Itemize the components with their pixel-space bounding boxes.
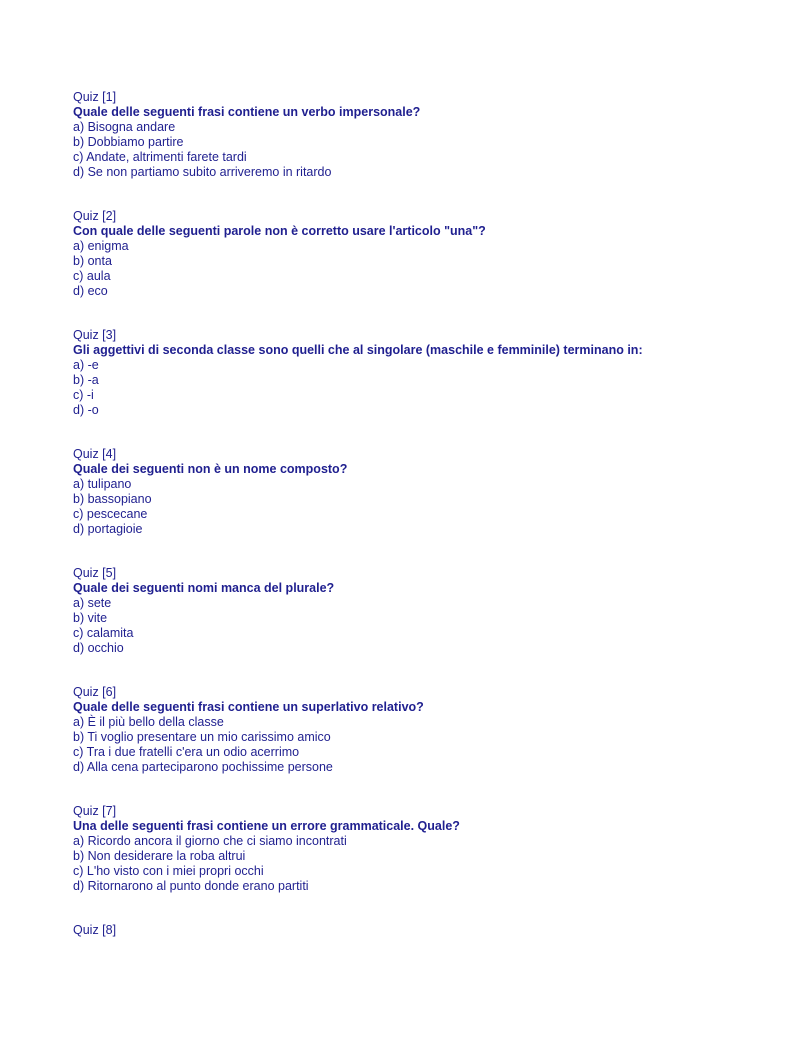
quiz-label: Quiz [1] [73,90,117,104]
quiz-option-c: c) aula [73,269,111,283]
quiz-option-c: c) pescecane [73,507,148,521]
quiz-option-d: d) Ritornarono al punto donde erano partiti [73,879,309,893]
quiz-option-a: a) È il più bello della classe [73,715,224,729]
quiz-block-8 [73,923,773,1042]
quiz-question: Quale dei seguenti non è un nome composto? [73,462,348,476]
quiz-question: Gli aggettivi di seconda classe sono quelli che al singolare (maschile e femminile) terminano in: [73,343,643,357]
quiz-document [73,90,773,1042]
quiz-option-d: d) Alla cena parteciparono pochissime persone [73,760,333,774]
quiz-block-1 [73,90,773,209]
quiz-option-a: a) Bisogna andare [73,120,176,134]
quiz-label: Quiz [7] [73,804,117,818]
quiz-label: Quiz [8] [73,923,117,937]
quiz-option-b: b) -a [73,373,99,387]
quiz-option-c: c) Tra i due fratelli c'era un odio acerrimo [73,745,300,759]
quiz-option-a: a) tulipano [73,477,132,491]
quiz-option-a: a) enigma [73,239,129,253]
quiz-option-c: c) calamita [73,626,134,640]
quiz-block-4 [73,447,773,566]
quiz-option-c: c) L'ho visto con i miei propri occhi [73,864,264,878]
quiz-block-7 [73,804,773,923]
quiz-label: Quiz [4] [73,447,117,461]
quiz-option-a: a) sete [73,596,112,610]
quiz-option-a: a) -e [73,358,99,372]
quiz-option-c: c) Andate, altrimenti farete tardi [73,150,247,164]
quiz-label: Quiz [2] [73,209,117,223]
quiz-label: Quiz [6] [73,685,117,699]
quiz-option-b: b) Ti voglio presentare un mio carissimo amico [73,730,331,744]
quiz-option-d: d) -o [73,403,99,417]
quiz-block-3 [73,328,773,447]
quiz-option-b: b) onta [73,254,112,268]
quiz-option-d: d) occhio [73,641,124,655]
quiz-question: Quale delle seguenti frasi contiene un superlativo relativo? [73,700,424,714]
quiz-option-a: a) Ricordo ancora il giorno che ci siamo incontrati [73,834,347,848]
quiz-question: Con quale delle seguenti parole non è corretto usare l'articolo "una"? [73,224,486,238]
quiz-option-d: d) portagioie [73,522,143,536]
quiz-question: Una delle seguenti frasi contiene un errore grammaticale. Quale? [73,819,460,833]
quiz-option-c: c) -i [73,388,94,402]
quiz-block-5 [73,566,773,685]
quiz-block-2 [73,209,773,328]
quiz-label: Quiz [5] [73,566,117,580]
quiz-label: Quiz [3] [73,328,117,342]
quiz-block-6 [73,685,773,804]
quiz-question: Quale dei seguenti nomi manca del plurale? [73,581,335,595]
quiz-question: Quale delle seguenti frasi contiene un verbo impersonale? [73,105,421,119]
quiz-option-b: b) Non desiderare la roba altrui [73,849,246,863]
quiz-option-d: d) eco [73,284,108,298]
quiz-option-b: b) vite [73,611,108,625]
quiz-option-b: b) bassopiano [73,492,152,506]
quiz-option-d: d) Se non partiamo subito arriveremo in ritardo [73,165,332,179]
quiz-option-b: b) Dobbiamo partire [73,135,184,149]
